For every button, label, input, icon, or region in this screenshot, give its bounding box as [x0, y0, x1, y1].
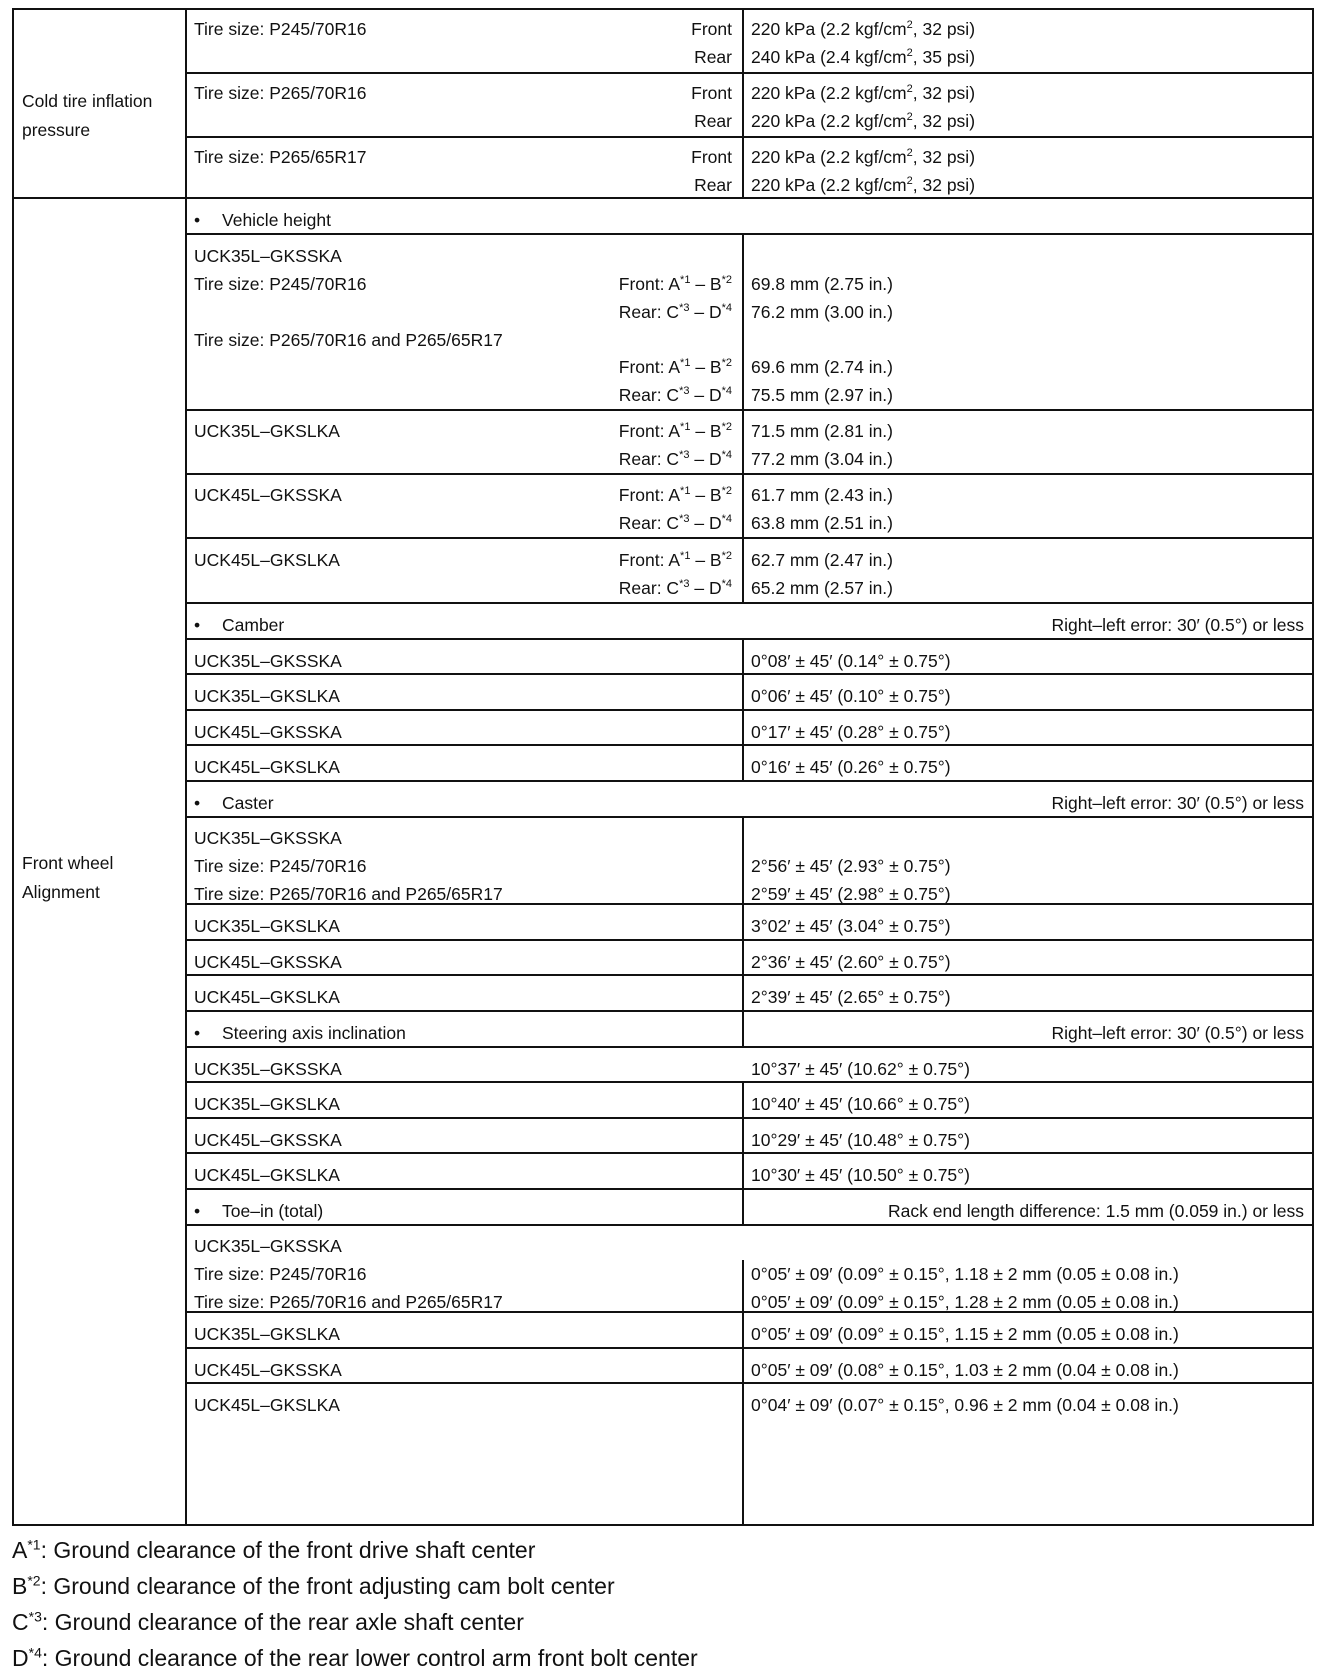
- toe-in-value: 0°05′ ± 09′ (0.09° ± 0.15°, 1.15 ± 2 mm (0.05 ± 0.08 in.): [751, 1324, 1179, 1344]
- height-value: 63.8 mm (2.51 in.): [751, 513, 893, 533]
- superscript: *1: [27, 1536, 41, 1553]
- bullet: •: [194, 1023, 201, 1043]
- camber-value: 0°17′ ± 45′ (0.28° ± 0.75°): [751, 722, 951, 742]
- caster-value: 2°56′ ± 45′ (2.93° ± 0.75°): [751, 856, 951, 876]
- height-value: 75.5 mm (2.97 in.): [751, 385, 893, 405]
- superscript: *3: [28, 1608, 42, 1625]
- model-code: UCK35L–GKSLKA: [194, 1094, 340, 1114]
- tire-size: Tire size: P265/70R16 and P265/65R17: [194, 330, 503, 350]
- model-code: UCK35L–GKSLKA: [194, 1324, 340, 1344]
- row-divider: [185, 537, 1312, 539]
- superscript: *1: [680, 485, 691, 498]
- column-divider: [742, 816, 744, 1046]
- superscript: 2: [906, 175, 913, 188]
- model-code: UCK45L–GKSSKA: [194, 1130, 342, 1150]
- model-code: UCK45L–GKSLKA: [194, 1395, 340, 1415]
- superscript: *2: [721, 274, 732, 287]
- model-code: UCK45L–GKSLKA: [194, 1165, 340, 1185]
- caster-value: 3°02′ ± 45′ (3.04° ± 0.75°): [751, 916, 951, 936]
- model-code: UCK35L–GKSLKA: [194, 916, 340, 936]
- superscript: *3: [679, 385, 690, 398]
- bullet: •: [194, 1201, 201, 1221]
- steering-axis-note: Right–left error: 30′ (0.5°) or less: [1051, 1023, 1304, 1043]
- rear-label: Rear: [694, 175, 732, 195]
- column-divider: [742, 638, 744, 780]
- front-measure-label: Front: $A^{*1} - B^{*2}$: [618, 421, 732, 441]
- alignment-label: Alignment: [22, 882, 100, 902]
- camber-value: 0°08′ ± 45′ (0.14° ± 0.75°): [751, 651, 951, 671]
- row-divider: [185, 1224, 1312, 1226]
- height-value: 61.7 mm (2.43 in.): [751, 485, 893, 505]
- camber-value: 0°16′ ± 45′ (0.26° ± 0.75°): [751, 757, 951, 777]
- steering-axis-value: 10°37′ ± 45′ (10.62° ± 0.75°): [751, 1059, 970, 1079]
- row-divider: [185, 473, 1312, 475]
- superscript: *4: [721, 302, 732, 315]
- footnote-a: $A^{*1}$: Ground clearance of the front drive shaft center: [12, 1536, 536, 1563]
- camber-value: 0°06′ ± 45′ (0.10° ± 0.75°): [751, 686, 951, 706]
- tire-size: Tire size: P265/70R16 and P265/65R17: [194, 1292, 503, 1312]
- superscript: *2: [27, 1572, 41, 1589]
- alignment-label: Front wheel: [22, 853, 114, 873]
- row-divider: [185, 1152, 1312, 1154]
- superscript: *3: [679, 449, 690, 462]
- pressure-value: 220 kPa (2.2 kgf/$cm^2$, 32 psi): [751, 111, 976, 131]
- height-value: 69.6 mm (2.74 in.): [751, 357, 893, 377]
- superscript: *1: [680, 550, 691, 563]
- row-divider: [185, 1382, 1312, 1384]
- column-divider: [185, 10, 187, 1524]
- footnote-d: $D^{*4}$: Ground clearance of the rear lower control arm front bolt center: [12, 1644, 698, 1671]
- steering-axis-value: 10°29′ ± 45′ (10.48° ± 0.75°): [751, 1130, 970, 1150]
- section-title-toe-in: Toe–in (total): [222, 1201, 324, 1221]
- tire-size: Tire size: P245/70R16: [194, 274, 367, 294]
- superscript: *4: [721, 578, 732, 591]
- row-divider: [185, 136, 1312, 138]
- row-divider: [185, 1046, 1312, 1048]
- row-divider: [185, 72, 1312, 74]
- model-code: UCK35L–GKSLKA: [194, 421, 340, 441]
- pressure-value: 220 kPa (2.2 kgf/$cm^2$, 32 psi): [751, 83, 976, 103]
- row-divider: [185, 816, 1312, 818]
- model-code: UCK35L–GKSSKA: [194, 246, 342, 266]
- front-measure-label: Front: $A^{*1} - B^{*2}$: [618, 550, 732, 570]
- row-divider: [185, 638, 1312, 640]
- toe-in-value: 0°05′ ± 09′ (0.08° ± 0.15°, 1.03 ± 2 mm (0.04 ± 0.08 in.): [751, 1360, 1179, 1380]
- model-code: UCK45L–GKSLKA: [194, 987, 340, 1007]
- row-divider: [185, 1081, 1312, 1083]
- model-code: UCK35L–GKSSKA: [194, 828, 342, 848]
- superscript: 2: [906, 111, 913, 124]
- caster-value: 2°59′ ± 45′ (2.98° ± 0.75°): [751, 884, 951, 904]
- specification-table: [12, 8, 1314, 1526]
- height-value: 65.2 mm (2.57 in.): [751, 578, 893, 598]
- caster-note: Right–left error: 30′ (0.5°) or less: [1051, 793, 1304, 813]
- height-value: 77.2 mm (3.04 in.): [751, 449, 893, 469]
- front-label: Front: [691, 83, 732, 103]
- model-code: UCK35L–GKSSKA: [194, 1059, 342, 1079]
- row-divider: [185, 744, 1312, 746]
- superscript: 2: [906, 83, 913, 96]
- row-divider: [185, 673, 1312, 675]
- tire-size: Tire size: P245/70R16: [194, 19, 367, 39]
- height-value: 69.8 mm (2.75 in.): [751, 274, 893, 294]
- front-measure-label: Front: $A^{*1} - B^{*2}$: [618, 485, 732, 505]
- superscript: *1: [680, 274, 691, 287]
- rear-measure-label: Rear: $C^{*3} - D^{*4}$: [618, 302, 732, 322]
- row-divider: [185, 1347, 1312, 1349]
- caster-value: 2°36′ ± 45′ (2.60° ± 0.75°): [751, 952, 951, 972]
- toe-in-note: Rack end length difference: 1.5 mm (0.059 in.) or less: [887, 1201, 1304, 1221]
- row-divider: [185, 939, 1312, 941]
- row-divider: [185, 974, 1312, 976]
- pressure-value: 220 kPa (2.2 kgf/$cm^2$, 32 psi): [751, 147, 976, 167]
- cold-pressure-label: Cold tire inflation: [22, 91, 153, 111]
- superscript: *3: [679, 302, 690, 315]
- height-value: 71.5 mm (2.81 in.): [751, 421, 893, 441]
- row-divider: [185, 602, 1312, 604]
- superscript: *1: [680, 421, 691, 434]
- cold-pressure-label: pressure: [22, 120, 91, 140]
- rear-label: Rear: [694, 47, 732, 67]
- tire-size: Tire size: P245/70R16: [194, 856, 367, 876]
- footnote-b: $B^{*2}$: Ground clearance of the front adjusting cam bolt center: [12, 1572, 615, 1599]
- model-code: UCK45L–GKSLKA: [194, 550, 340, 570]
- superscript: *3: [679, 513, 690, 526]
- model-code: UCK35L–GKSLKA: [194, 686, 340, 706]
- model-code: UCK45L–GKSSKA: [194, 722, 342, 742]
- camber-note: Right–left error: 30′ (0.5°) or less: [1051, 615, 1304, 635]
- superscript: *4: [721, 513, 732, 526]
- caster-value: 2°39′ ± 45′ (2.65° ± 0.75°): [751, 987, 951, 1007]
- superscript: *4: [721, 449, 732, 462]
- model-code: UCK45L–GKSSKA: [194, 952, 342, 972]
- front-measure-label: Front: $A^{*1} - B^{*2}$: [618, 274, 732, 294]
- column-divider: [742, 10, 744, 197]
- pressure-value: 220 kPa (2.2 kgf/$cm^2$, 32 psi): [751, 19, 976, 39]
- bullet: •: [194, 210, 201, 230]
- bullet: •: [194, 615, 201, 635]
- front-label: Front: [691, 147, 732, 167]
- superscript: 2: [906, 19, 913, 32]
- column-divider: [742, 1260, 744, 1524]
- rear-measure-label: Rear: $C^{*3} - D^{*4}$: [618, 578, 732, 598]
- front-label: Front: [691, 19, 732, 39]
- toe-in-value: 0°05′ ± 09′ (0.09° ± 0.15°, 1.18 ± 2 mm (0.05 ± 0.08 in.): [751, 1264, 1179, 1284]
- steering-axis-value: 10°30′ ± 45′ (10.50° ± 0.75°): [751, 1165, 970, 1185]
- model-code: UCK45L–GKSLKA: [194, 757, 340, 777]
- model-code: UCK45L–GKSSKA: [194, 1360, 342, 1380]
- toe-in-value: 0°04′ ± 09′ (0.07° ± 0.15°, 0.96 ± 2 mm (0.04 ± 0.08 in.): [751, 1395, 1179, 1415]
- footnote-c: $C^{*3}$: Ground clearance of the rear axle shaft center: [12, 1608, 524, 1635]
- column-divider: [742, 233, 744, 602]
- bullet: •: [194, 793, 201, 813]
- rear-label: Rear: [694, 111, 732, 131]
- tire-size: Tire size: P265/65R17: [194, 147, 367, 167]
- rear-measure-label: Rear: $C^{*3} - D^{*4}$: [618, 513, 732, 533]
- model-code: UCK35L–GKSSKA: [194, 1236, 342, 1256]
- superscript: *2: [721, 357, 732, 370]
- superscript: *4: [721, 385, 732, 398]
- row-divider: [185, 780, 1312, 782]
- steering-axis-value: 10°40′ ± 45′ (10.66° ± 0.75°): [751, 1094, 970, 1114]
- section-divider: [14, 197, 1312, 199]
- superscript: *4: [28, 1644, 42, 1661]
- row-divider: [185, 1117, 1312, 1119]
- section-title-steering-axis: Steering axis inclination: [222, 1023, 406, 1043]
- rear-measure-label: Rear: $C^{*3} - D^{*4}$: [618, 385, 732, 405]
- tire-size: Tire size: P265/70R16 and P265/65R17: [194, 884, 503, 904]
- superscript: *2: [721, 421, 732, 434]
- height-value: 62.7 mm (2.47 in.): [751, 550, 893, 570]
- rear-measure-label: Rear: $C^{*3} - D^{*4}$: [618, 449, 732, 469]
- pressure-value: 220 kPa (2.2 kgf/$cm^2$, 32 psi): [751, 175, 976, 195]
- superscript: 2: [906, 47, 913, 60]
- toe-in-value: 0°05′ ± 09′ (0.09° ± 0.15°, 1.28 ± 2 mm (0.05 ± 0.08 in.): [751, 1292, 1179, 1312]
- model-code: UCK35L–GKSSKA: [194, 651, 342, 671]
- row-divider: [185, 1188, 1312, 1190]
- tire-size: Tire size: P265/70R16: [194, 83, 367, 103]
- section-title-camber: Camber: [222, 615, 285, 635]
- section-title-vehicle-height: Vehicle height: [222, 210, 331, 230]
- row-divider: [185, 409, 1312, 411]
- height-value: 76.2 mm (3.00 in.): [751, 302, 893, 322]
- front-measure-label: Front: $A^{*1} - B^{*2}$: [618, 357, 732, 377]
- superscript: *2: [721, 485, 732, 498]
- model-code: UCK45L–GKSSKA: [194, 485, 342, 505]
- pressure-value: 240 kPa (2.4 kgf/$cm^2$, 35 psi): [751, 47, 976, 67]
- superscript: *3: [679, 578, 690, 591]
- row-divider: [185, 233, 1312, 235]
- superscript: *2: [721, 550, 732, 563]
- row-divider: [185, 709, 1312, 711]
- section-title-caster: Caster: [222, 793, 274, 813]
- tire-size: Tire size: P245/70R16: [194, 1264, 367, 1284]
- superscript: 2: [906, 147, 913, 160]
- row-divider: [185, 1010, 1312, 1012]
- superscript: *1: [680, 357, 691, 370]
